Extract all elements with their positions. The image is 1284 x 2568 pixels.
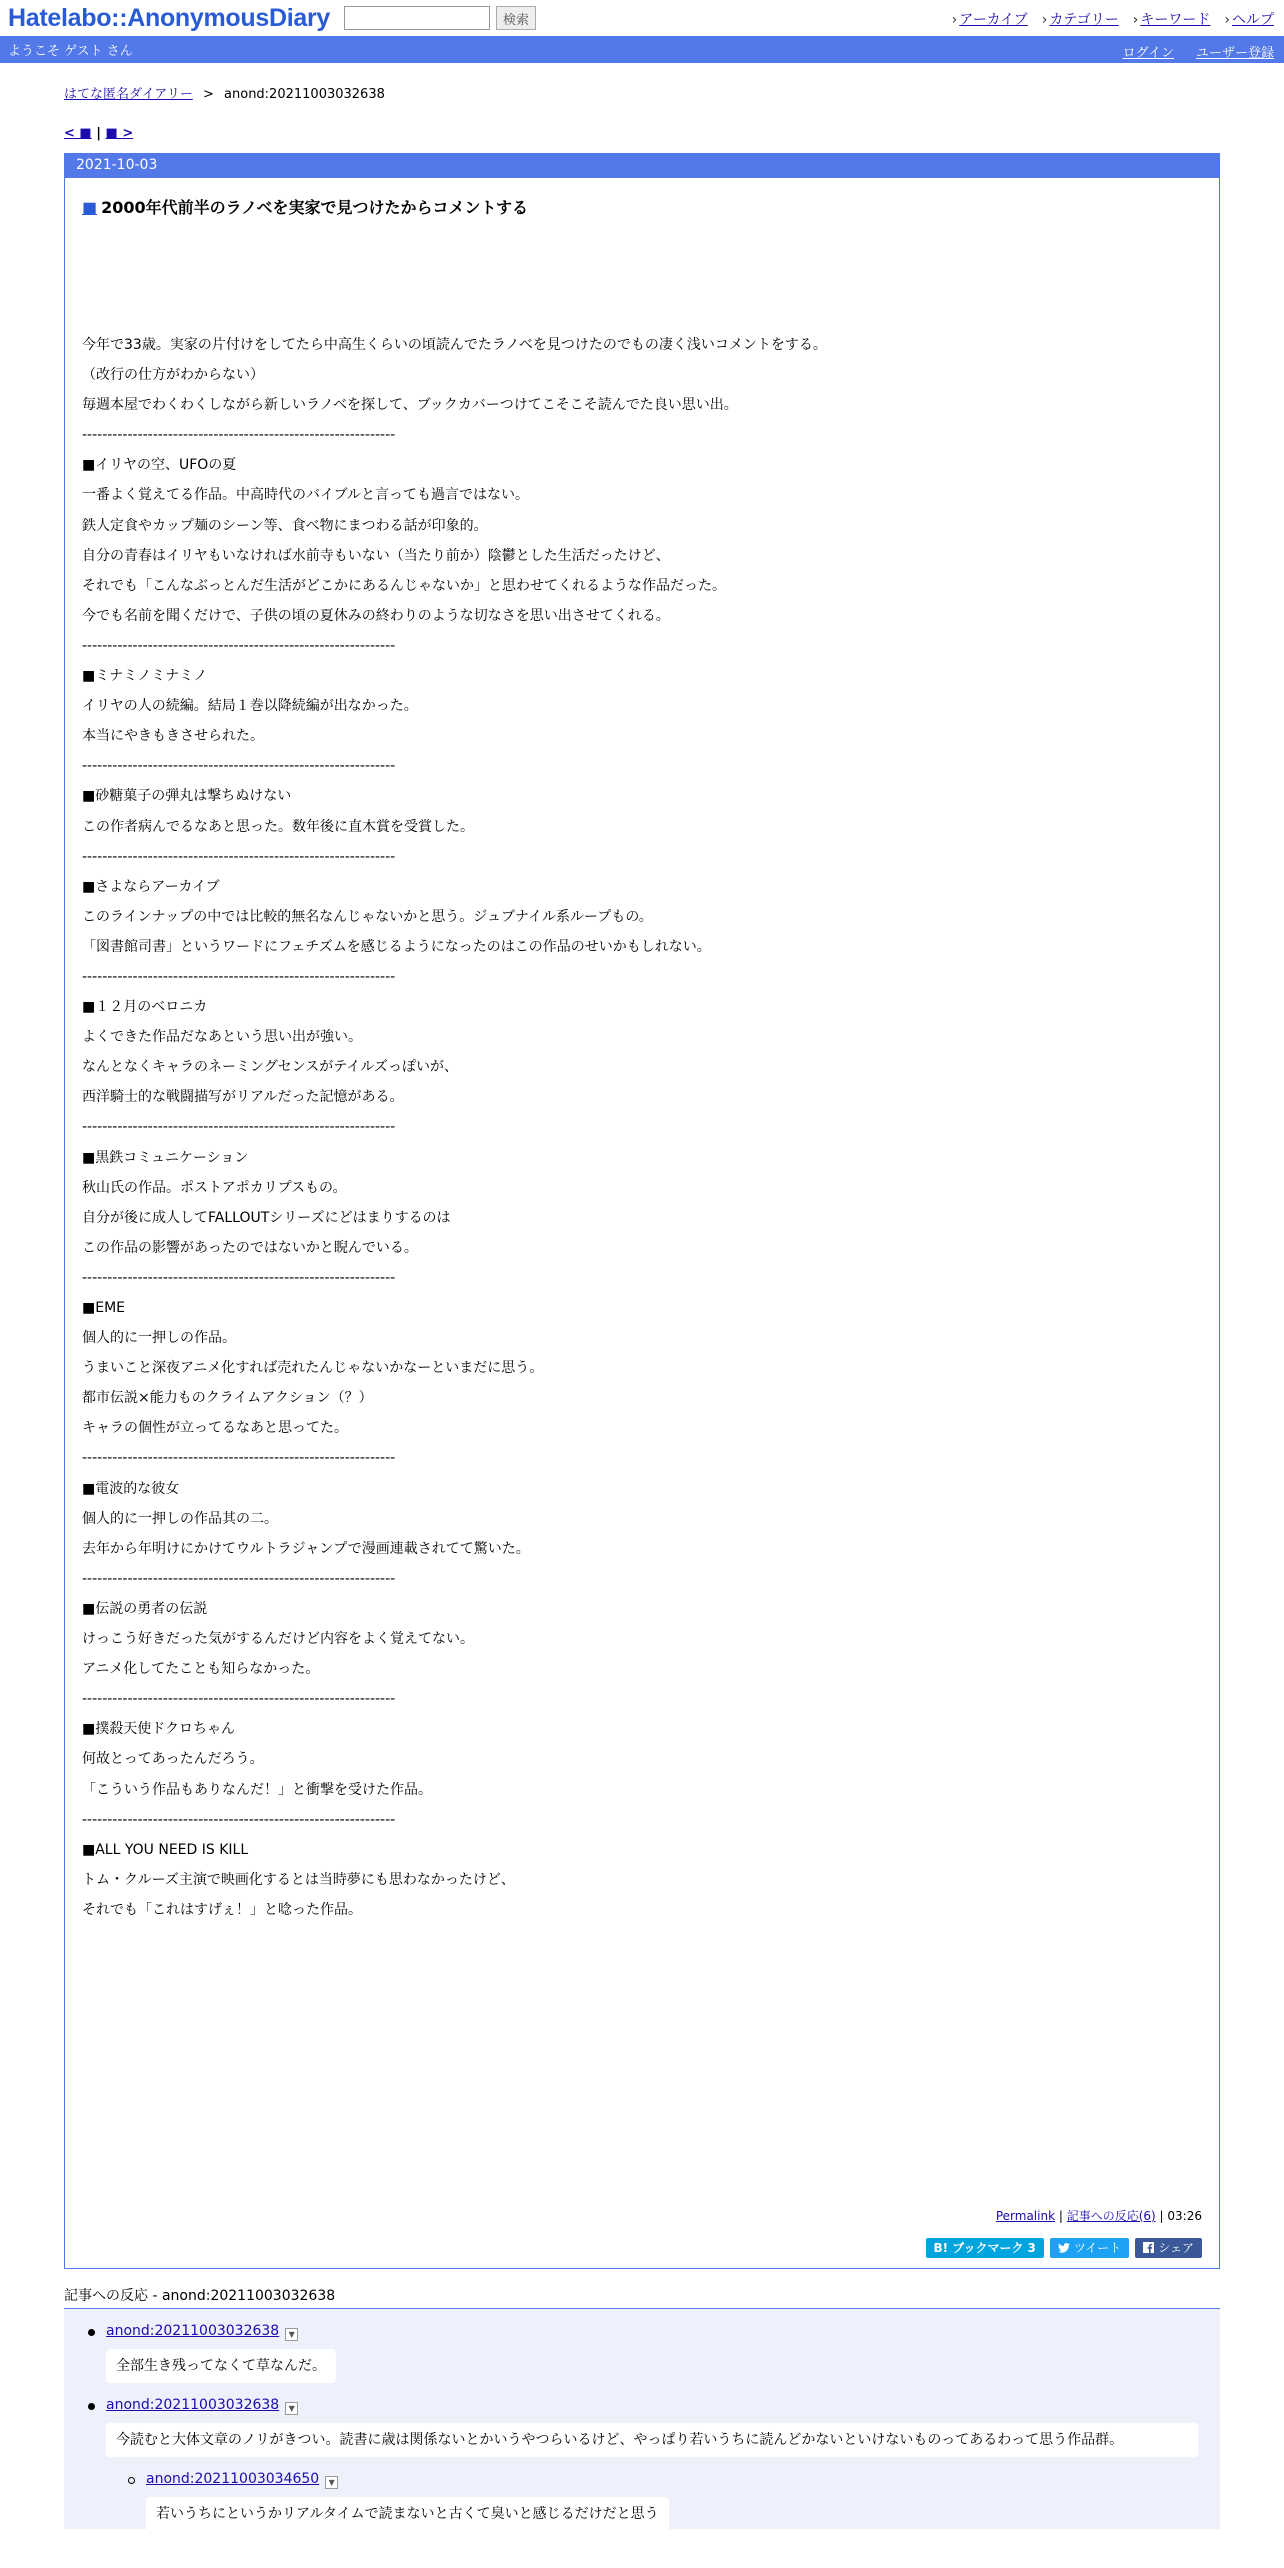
body-line: うまいこと深夜アニメ化すれば売れたんじゃないかなーといまだに思う。 [82,1360,544,1377]
breadcrumb [64,83,1220,102]
section-heading: ■伝説の勇者の伝説 [82,1600,208,1617]
body-line: 秋山氏の作品。ポストアポカリプスもの。 [82,1179,347,1196]
body-line: よくできた作品だなあという思い出が強い。 [82,1029,362,1046]
reaction-link[interactable]: anond:20211003032638 [106,2396,280,2413]
next-entry-link[interactable]: ■ > [105,126,134,141]
login-link[interactable]: ログイン [1122,46,1174,61]
bookmark-count: 3 [1027,2240,1036,2255]
body-line: この作者病んでるなあと思った。数年後に直木賞を受賞した。 [82,818,474,835]
reaction-text: 今読むと大体文章のノリがきつい。読書に歳は関係ないとかいうやつらいるけど、やっぱり若いうちに読んどかないといけないものってあるわって思う作品群。 [106,2423,1198,2457]
body-line: 自分の青春はイリヤもいなければ水前寺もいない（当たり前か）陰鬱とした生活だったけど、 [82,547,670,564]
entry-permalink-mark[interactable]: ■ [82,198,98,217]
entry-title [82,195,1202,218]
bookmark-label: B! ブックマーク [933,2241,1024,2256]
nav-archive[interactable]: › アーカイブ [952,9,1028,29]
tweet-label: ツイート [1073,2241,1122,2256]
share-buttons [82,2238,1202,2258]
twitter-bird-icon [1058,2243,1070,2253]
body-line: けっこう好きだった気がするんだけど内容をよく覚えてない。 [82,1631,474,1648]
reaction-text: 全部生き残ってなくて草なんだ。 [106,2349,336,2383]
reaction-item-nested [146,2471,1220,2529]
day-box [64,153,1220,2269]
nav-category[interactable]: › カテゴリー [1042,9,1119,29]
body-line: アニメ化してたことも知らなかった。 [82,1661,320,1678]
chevron-down-icon[interactable]: ▼ [325,2476,338,2489]
site-header [0,0,1284,36]
register-link[interactable]: ユーザー登録 [1195,46,1274,61]
pager [64,126,1220,141]
separator-line: -------------------------------------------------------------- [82,1570,396,1587]
facebook-label: シェア [1158,2241,1194,2256]
separator-line: -------------------------------------------------------------- [82,637,396,654]
section-heading: ■ALL YOU NEED IS KILL [82,1841,249,1858]
body-line: 去年から年明けにかけてウルトラジャンプで漫画連載されてて驚いた。 [82,1540,530,1557]
facebook-share-button[interactable] [1135,2238,1202,2258]
reaction-item [106,2323,1220,2383]
nav-help[interactable]: › ヘルプ [1224,9,1274,29]
reaction-link[interactable]: anond:20211003034650 [146,2470,320,2487]
separator-line: -------------------------------------------------------------- [82,758,396,775]
site-logo[interactable]: Hatelabo::AnonymousDiary [8,3,331,32]
body-line: 個人的に一押しの作品。 [82,1330,236,1347]
section-heading: ■黒鉄コミュニケーション [82,1149,249,1166]
section-heading: ■砂糖菓子の弾丸は撃ちぬけない [82,788,292,805]
reaction-item [106,2397,1220,2457]
reactions-list [64,2308,1220,2529]
body-line: 本当にやきもきさせられた。 [82,728,264,745]
body-line: （改行の仕方がわからない） [82,367,264,384]
tweet-button[interactable] [1050,2238,1129,2258]
search-input[interactable] [344,6,490,30]
body-line: 自分が後に成人してFALLOUTシリーズにどはまりするのは [82,1209,451,1226]
reaction-text: 若いうちにというかリアルタイムで読まないと古くて臭いと感じるだけだと思う [146,2497,669,2529]
reactions-heading: 記事への反応 - anond:20211003032638 [64,2287,336,2304]
body-line: 鉄人定食やカップ麺のシーン等、食べ物にまつわる話が印象的。 [82,517,488,534]
body-line: 何故とってあったんだろう。 [82,1751,264,1768]
prev-entry-link[interactable]: < ■ [64,126,92,141]
separator-line: -------------------------------------------------------------- [82,1691,396,1708]
facebook-icon [1143,2242,1154,2253]
section-heading: ■イリヤの空、UFOの夏 [82,457,237,474]
section-heading: ■EME [82,1300,125,1316]
body-line: 一番よく覚えてる作品。中高時代のバイブルと言っても過言ではない。 [82,487,530,504]
body-line: この作品の影響があったのではないかと睨んでいる。 [82,1239,418,1256]
body-line: 「図書館司書」というワードにフェチズムを感じるようになったのはこの作品のせいかもしれない。 [82,938,711,955]
body-line: 今でも名前を聞くだけで、子供の頃の夏休みの終わりのような切なさを思い出させてくれる。 [82,607,670,624]
body-line: イリヤの人の続編。結局１巻以降続編が出なかった。 [82,698,418,715]
section-heading: ■電波的な彼女 [82,1480,180,1497]
main-content [64,83,1220,2529]
breadcrumb-separator: > [202,87,214,102]
separator-line: -------------------------------------------------------------- [82,968,396,985]
separator-line: -------------------------------------------------------------- [82,1811,396,1828]
body-line: このラインナップの中では比較的無名なんじゃないかと思う。ジュブナイル系ループもの。 [82,908,653,925]
separator-line: -------------------------------------------------------------- [82,848,396,865]
day-date: 2021-10-03 [65,154,1219,178]
separator-line: -------------------------------------------------------------- [82,1269,396,1286]
breadcrumb-current: anond:20211003032638 [224,87,385,102]
section-heading: ■撲殺天使ドクロちゃん [82,1721,235,1738]
body-line: トム・クルーズ主演で映画化するとは当時夢にも思わなかったけど、 [82,1871,515,1888]
body-line: 「こういう作品もありなんだ！」と衝撃を受けた作品。 [82,1781,432,1798]
entry-body [82,335,1202,1930]
body-line: 個人的に一押しの作品其の二。 [82,1510,278,1527]
separator-line: -------------------------------------------------------------- [82,1450,396,1467]
reactions-link[interactable]: 記事への反応(6) [1066,2208,1156,2223]
body-line: それでも「こんなぶっとんだ生活がどこかにあるんじゃないか」と思わせてくれるような作品だった。 [82,577,726,594]
section-heading: ■ミナミノミナミノ [82,668,208,685]
body-line: 今年で33歳。実家の片付けをしてたら中高生くらいの頃読んでたラノベを見つけたのでもの凄く浅いコメントをする。 [82,337,827,353]
user-links [1123,42,1274,61]
welcome-text: ようこそ ゲスト さん [8,44,133,59]
body-line: 都市伝説×能力ものクライムアクション（？） [82,1390,373,1407]
body-line: それでも「これはすげぇ！」と唸った作品。 [82,1901,362,1918]
hatena-bookmark-button[interactable] [926,2238,1044,2258]
pager-divider: | [96,126,101,141]
top-nav [952,9,1274,29]
entry-section [65,178,1219,2268]
chevron-down-icon[interactable]: ▼ [285,2328,298,2341]
section-heading: ■１２月のベロニカ [82,999,208,1016]
user-bar [0,36,1284,63]
search-button[interactable]: 検索 [496,6,536,30]
nav-keyword[interactable]: › キーワード [1133,9,1211,29]
breadcrumb-home[interactable]: はてな匿名ダイアリー [64,87,193,102]
chevron-down-icon[interactable]: ▼ [285,2402,298,2415]
separator-line: -------------------------------------------------------------- [82,1119,396,1136]
entry-title-text: 2000年代前半のラノベを実家で見つけたからコメントする [101,198,529,217]
body-line: 毎週本屋でわくわくしながら新しいラノベを探して、ブックカバーつけてこそこそ読んでた良い思い出。 [82,397,738,414]
entry-time: 03:26 [1167,2208,1202,2223]
separator-line: -------------------------------------------------------------- [82,427,396,444]
body-line: なんとなくキャラのネーミングセンスがテイルズっぽいが、 [82,1059,459,1076]
body-line: キャラの個性が立ってるなあと思ってた。 [82,1420,348,1437]
entry-footer: Permalink | 記事への反応(6) | 03:26 [995,2208,1202,2223]
section-heading: ■さよならアーカイブ [82,878,220,895]
permalink-link[interactable]: Permalink [995,2208,1056,2223]
body-line: 西洋騎士的な戦闘描写がリアルだった記憶がある。 [82,1089,404,1106]
reaction-link[interactable]: anond:20211003032638 [106,2322,280,2339]
